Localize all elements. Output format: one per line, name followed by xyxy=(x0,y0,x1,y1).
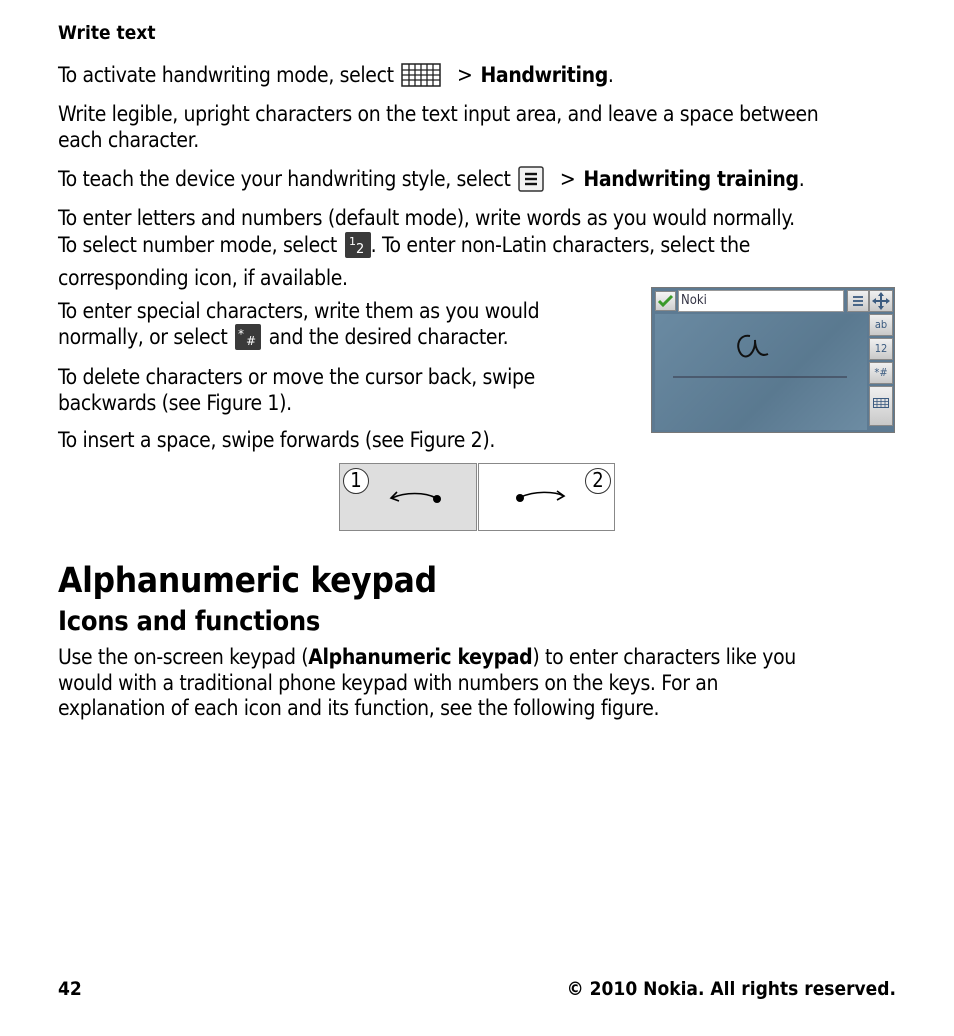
figure-swipe-backwards xyxy=(339,463,477,531)
svg-text:*: * xyxy=(238,327,244,341)
paragraph-letters-numbers: To enter letters and numbers (default mode), write words as you would normally. To select number mode, select 1 2 . To enter non-Latin characters, select the corresponding icon, if available. xyxy=(58,206,795,290)
figure-swipe-forwards xyxy=(478,463,615,531)
keyboard-grid-icon xyxy=(401,62,441,94)
number-mode-button: 12 xyxy=(869,338,893,360)
figure-number: 2 xyxy=(585,468,611,494)
move-arrows-icon xyxy=(869,290,893,312)
page-number: 42 xyxy=(58,978,82,1000)
subsection-title-icons: Icons and functions xyxy=(58,606,321,637)
paragraph-delete-characters: To delete characters or move the cursor back, swipe backwards (see Figure 1). xyxy=(58,365,535,415)
keyboard-grid-icon xyxy=(869,386,893,426)
confirm-check-icon xyxy=(655,291,676,311)
paragraph-alphanumeric: Use the on-screen keypad (Alphanumeric keypad) to enter characters like you would with a traditional phone keypad with numbers on the keys. For an explanation of each icon and its function, see the following figure. xyxy=(58,645,796,720)
side-button-column xyxy=(869,290,893,428)
menu-lines-icon xyxy=(847,290,869,312)
section-heading: Write text xyxy=(58,22,156,44)
handwriting-screen-figure xyxy=(651,287,895,433)
svg-text:2: 2 xyxy=(355,242,364,257)
paragraph-special-characters: To enter special characters, write them as you would normally, or select * # and the desired character. xyxy=(58,298,539,356)
special-characters-icon xyxy=(235,324,261,356)
text-input-field: Noki xyxy=(678,290,844,312)
special-chars-button: *# xyxy=(869,362,893,384)
paragraph-insert-space: To insert a space, swipe forwards (see Figure 2). xyxy=(58,428,495,452)
paragraph-activate-handwriting: To activate handwriting mode, select > Handwriting. xyxy=(58,62,614,94)
handwritten-letter xyxy=(738,336,768,357)
paragraph-write-legibly: Write legible, upright characters on the text input area, and leave a space between each character. xyxy=(58,102,819,152)
handwriting-input-area xyxy=(655,314,867,430)
paragraph-teach-handwriting: To teach the device your handwriting style, select > Handwriting training. xyxy=(58,166,804,198)
letters-mode-button: ab xyxy=(869,314,893,336)
section-title-alphanumeric: Alphanumeric keypad xyxy=(58,561,437,601)
svg-text:#: # xyxy=(246,334,256,348)
copyright-notice: © 2010 Nokia. All rights reserved. xyxy=(566,978,896,1000)
figure-number: 1 xyxy=(343,468,369,494)
svg-text:1: 1 xyxy=(348,235,356,248)
menu-lines-icon xyxy=(518,166,544,198)
number-mode-icon xyxy=(345,232,371,265)
